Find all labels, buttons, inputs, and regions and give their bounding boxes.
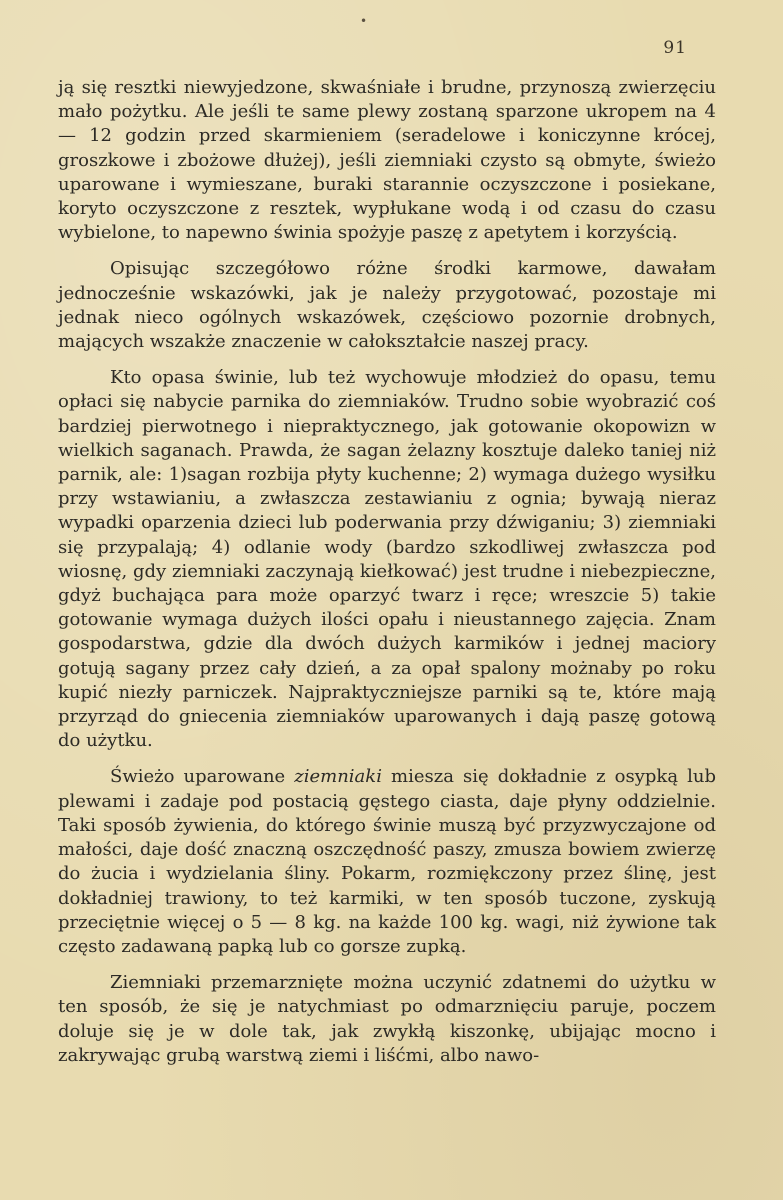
- page-number: 91: [663, 38, 687, 58]
- paragraph-4-lead: Świeżo uparowane: [110, 766, 295, 788]
- paragraph-4-rest: miesza się dokładnie z osypką lub plewami i zadaje pod postacią gęstego ciasta, daje płyny oddzielnie. Taki sposób żywienia, do którego świnie muszą być przyzwyczajone od małości, daje dość znaczną oszczędność paszy, zmusza bowiem zwierzę do żucia i wydzielania śliny. Pokarm, rozmiękczony przez ślinę, jest dokładniej trawiony, to też karmiki, w ten sposób tuczone, zyskują przeciętnie więcej o 5 — 8 kg. na każde 100 kg. wagi, niż żywione tak często zadawaną papką lub co gorsze zupką.: [58, 766, 716, 957]
- paragraph-4-emphasis: ziemniaki: [294, 766, 382, 788]
- paragraph-4: [58, 765, 716, 959]
- paragraph-1: ją się resztki niewyjedzone, skwaśniałe i brudne, przynoszą zwierzęciu mało pożytku. Ale jeśli te same plewy zostaną sparzone ukropem na 4 — 12 godzin przed skarmieniem (seradelowe i koniczynne krócej, groszkowe i zbożowe dłużej), jeśli ziemniaki czysto są obmyte, świeżo uparowane i wymieszane, buraki starannie oczyszczone i posiekane, koryto oczyszczone z resztek, wypłukane wodą i od czasu do czasu wybielone, to napewno świnia spożyje paszę z apetytem i korzyścią.: [58, 77, 716, 244]
- paragraph-2: Opisując szczegółowo różne środki karmowe, dawałam jednocześnie wskazówki, jak je należy przygotować, pozostaje mi jednak nieco ogólnych wskazówek, częściowo pozornie drobnych, mających wszakże znaczenie w całokształcie naszej pracy.: [58, 258, 716, 353]
- paragraph-5: Ziemniaki przemarznięte można uczynić zdatnemi do użytku w ten sposób, że się je natychmiast po odmarznięciu paruje, poczem doluje się je w dole tak, jak zwykłą kiszonkę, ubijając mocno i zakrywając grubą warstwą ziemi i liśćmi, albo nawo-: [58, 972, 716, 1066]
- paragraph-3: Kto opasa świnie, lub też wychowuje młodzież do opasu, temu opłaci się nabycie parnika do ziemniaków. Trudno sobie wyobrazić coś bardziej pierwotnego i niepraktycznego, jak gotowanie okopowizn w wielkich saganach. Prawda, że sagan żelazny kosztuje daleko taniej niż parnik, ale: 1)sagan rozbija płyty kuchenne; 2) wymaga dużego wysiłku przy wstawianiu, a zwłaszcza zestawianiu z ognia; bywają nieraz wypadki oparzenia dzieci lub poderwania przy dźwiganiu; 3) ziemniaki się przypalają; 4) odlanie wody (bardzo szkodliwej zwłaszcza pod wiosnę, gdy ziemniaki zaczynają kiełkować) jest trudne i niebezpieczne, gdyż buchająca para może oparzyć twarz i ręce; wreszcie 5) takie gotowanie wymaga dużych ilości opału i nieustannego zajęcia. Znam gospodarstwa, gdzie dla dwóch dużych karmików i jednej maciory gotują sagany przez cały dzień, a za opał spalony możnaby po roku kupić niezły parniczek. Najpraktyczniejsze parniki są te, które mają przyrząd do gniecenia ziemniaków uparowanych i dają paszę gotową do użytku.: [58, 367, 716, 752]
- body-text: [58, 76, 716, 1080]
- top-mark: •: [360, 14, 368, 28]
